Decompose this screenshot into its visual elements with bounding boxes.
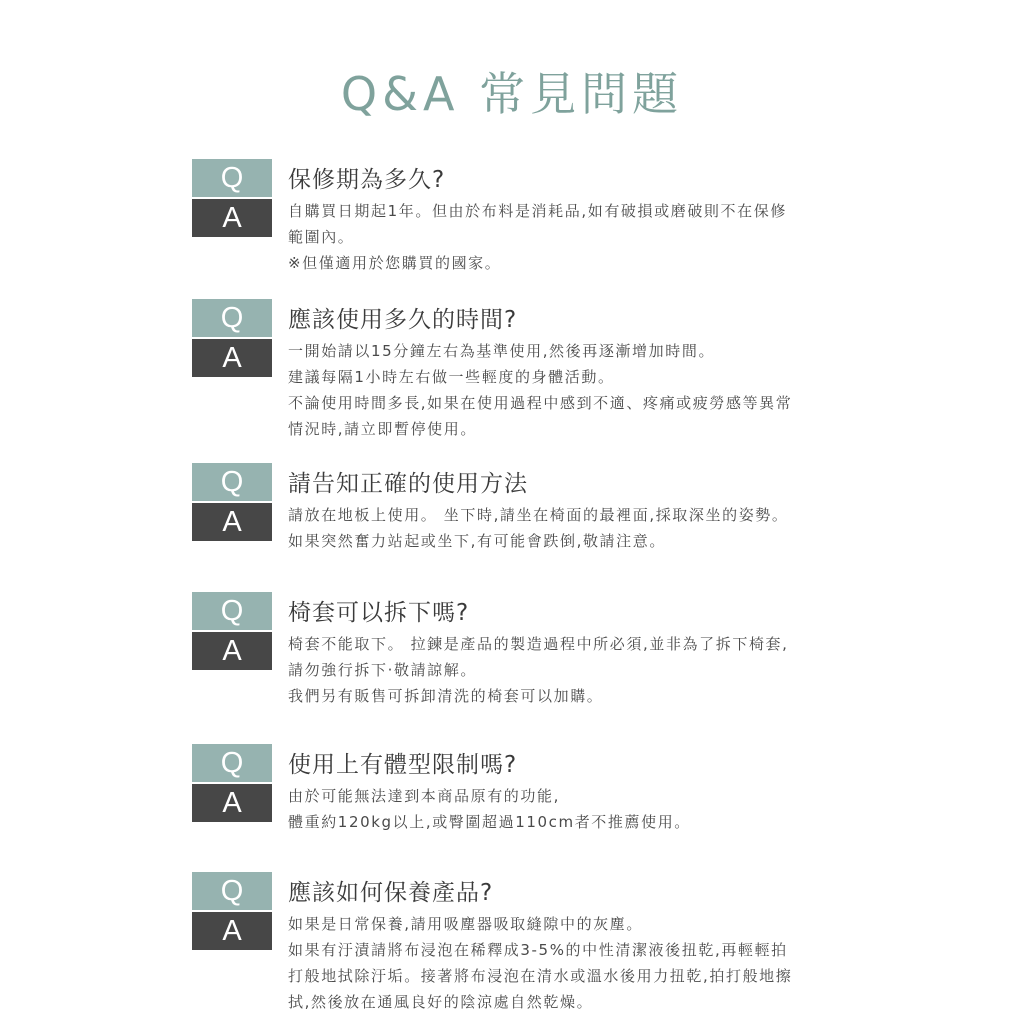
qa-badge xyxy=(192,872,272,950)
faq-question: 椅套可以拆下嗎? xyxy=(288,600,470,626)
answer-line: 我們另有販售可拆卸清洗的椅套可以加購。 xyxy=(288,687,604,705)
q-badge: Q xyxy=(192,299,272,337)
answer-line: 範圍內。 xyxy=(288,228,355,246)
faq-question: 應該如何保養產品? xyxy=(288,880,494,906)
a-badge: A xyxy=(192,199,272,237)
faq-answer xyxy=(288,631,872,709)
answer-line: ※但僅適用於您購買的國家。 xyxy=(288,254,502,272)
answer-line: 椅套不能取下。 拉鍊是產品的製造過程中所必須,並非為了拆下椅套, xyxy=(288,635,789,653)
qa-badge xyxy=(192,463,272,541)
answer-line: 拭,然後放在通風良好的陰涼處自然乾燥。 xyxy=(288,993,594,1011)
faq-answer xyxy=(288,198,872,276)
faq-question: 使用上有體型限制嗎? xyxy=(288,752,518,778)
faq-question: 應該使用多久的時間? xyxy=(288,307,518,333)
answer-line: 自購買日期起1年。但由於布料是消耗品,如有破損或磨破則不在保修 xyxy=(288,202,787,220)
page-title: Q&A 常見問題 xyxy=(340,67,684,121)
answer-line: 如果有汙漬請將布浸泡在稀釋成3-5%的中性清潔液後扭乾,再輕輕拍 xyxy=(288,941,788,959)
faq-question: 保修期為多久? xyxy=(288,167,446,193)
q-badge: Q xyxy=(192,159,272,197)
faq-answer xyxy=(288,502,872,554)
answer-line: 一開始請以15分鐘左右為基準使用,然後再逐漸增加時間。 xyxy=(288,342,716,360)
qa-badge xyxy=(192,299,272,377)
a-badge: A xyxy=(192,503,272,541)
answer-line: 如果是日常保養,請用吸塵器吸取縫隙中的灰塵。 xyxy=(288,915,643,933)
faq-answer xyxy=(288,783,872,835)
answer-line: 請勿強行拆下·敬請諒解。 xyxy=(288,661,477,679)
faq-answer xyxy=(288,911,872,1015)
a-badge: A xyxy=(192,784,272,822)
faq-answer xyxy=(288,338,872,442)
a-badge: A xyxy=(192,912,272,950)
answer-line: 打般地拭除汙垢。接著將布浸泡在清水或溫水後用力扭乾,拍打般地擦 xyxy=(288,967,793,985)
answer-line: 由於可能無法達到本商品原有的功能, xyxy=(288,787,560,805)
qa-badge xyxy=(192,159,272,237)
q-badge: Q xyxy=(192,463,272,501)
qa-badge xyxy=(192,592,272,670)
answer-line: 如果突然奮力站起或坐下,有可能會跌倒,敬請注意。 xyxy=(288,532,666,550)
answer-line: 不論使用時間多長,如果在使用過程中感到不適、疼痛或疲勞感等異常 xyxy=(288,394,793,412)
answer-line: 情況時,請立即暫停使用。 xyxy=(288,420,477,438)
answer-line: 體重約120kg以上,或臀圍超過110cm者不推薦使用。 xyxy=(288,813,691,831)
qa-badge xyxy=(192,744,272,822)
a-badge: A xyxy=(192,632,272,670)
q-badge: Q xyxy=(192,744,272,782)
q-badge: Q xyxy=(192,872,272,910)
answer-line: 建議每隔1小時左右做一些輕度的身體活動。 xyxy=(288,368,615,386)
q-badge: Q xyxy=(192,592,272,630)
a-badge: A xyxy=(192,339,272,377)
faq-question: 請告知正確的使用方法 xyxy=(288,471,528,497)
answer-line: 請放在地板上使用。 坐下時,請坐在椅面的最裡面,採取深坐的姿勢。 xyxy=(288,506,789,524)
